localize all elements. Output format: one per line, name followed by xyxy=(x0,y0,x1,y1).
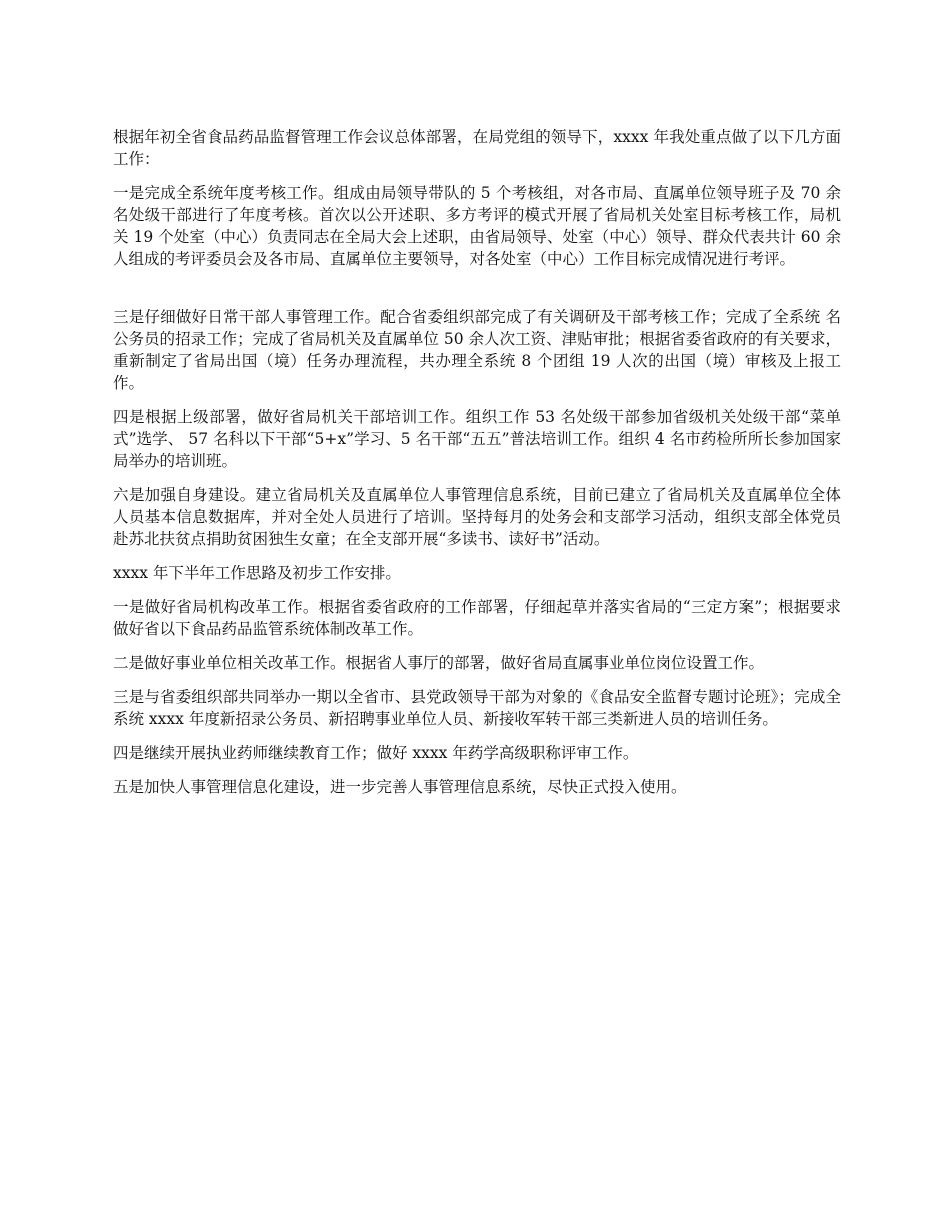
paragraph-plan-1: 一是做好省局机构改革工作。根据省委省政府的工作部署，仔细起草并落实省局的“三定方案”；根据要求做好省以下食品药品监管系统体制改革工作。 xyxy=(113,598,841,638)
paragraph-annual-assessment: 一是完成全系统年度考核工作。组成由局领导带队的 5 个考核组，对各市局、直属单位领导班子及 70 余名处级干部进行了年度考核。首次以公开述职、多方考评的模式开展了省局机关处室目标考核工作，局机关 19 个处室（中心）负责同志在全局大会上述职，由省局领导、处室（中心）领导、群众代表共计 60 余人组成的考评委员会及各市局、直属单位主要领导，对各处室（中心）工作目标完成情况进行考评。 xyxy=(113,184,841,268)
paragraph-self-building: 六是加强自身建设。建立省局机关及直属单位人事管理信息系统，目前已建立了省局机关及直属单位全体人员基本信息数据库，并对全处人员进行了培训。坚持每月的处务会和支部学习活动，组织支部全体党员赴苏北扶贫点捐助贫困独生女童；在全支部开展“多读书、读好书”活动。 xyxy=(113,486,841,548)
document-body xyxy=(113,126,841,810)
paragraph-plan-4: 四是继续开展执业药师继续教育工作；做好 xxxx 年药学高级职称评审工作。 xyxy=(113,744,639,762)
paragraph-second-half-heading: xxxx 年下半年工作思路及初步工作安排。 xyxy=(113,564,401,582)
paragraph-plan-5: 五是加快人事管理信息化建设，进一步完善人事管理信息系统，尽快正式投入使用。 xyxy=(113,778,687,796)
paragraph-plan-2: 二是做好事业单位相关改革工作。根据省人事厅的部署，做好省局直属事业单位岗位设置工作。 xyxy=(113,654,765,672)
paragraph-intro: 根据年初全省食品药品监督管理工作会议总体部署，在局党组的领导下，xxxx 年我处重点做了以下几方面工作： xyxy=(113,128,841,168)
paragraph-cadre-training: 四是根据上级部署，做好省局机关干部培训工作。组织工作 53 名处级干部参加省级机关处级干部“菜单式”选学、 57 名科以下干部“5+x”学习、5 名干部“五五”普法培训工作。组织 4 名市药检所所长参加国家局举办的培训班。 xyxy=(113,408,841,470)
paragraph-plan-3: 三是与省委组织部共同举办一期以全省市、县党政领导干部为对象的《食品安全监督专题讨论班》；完成全系统 xxxx 年度新招录公务员、新招聘事业单位人员、新接收军转干部三类新进人员的培训任务。 xyxy=(113,688,841,728)
paragraph-daily-personnel: 三是仔细做好日常干部人事管理工作。配合省委组织部完成了有关调研及干部考核工作；完成了全系统 名公务员的招录工作；完成了省局机关及直属单位 50 余人次工资、津贴审批；根据省委省政府的有关要求，重新制定了省局出国（境）任务办理流程，共办理全系统 8 个团组 19 人次的出国（境）审核及上报工作。 xyxy=(113,308,841,392)
